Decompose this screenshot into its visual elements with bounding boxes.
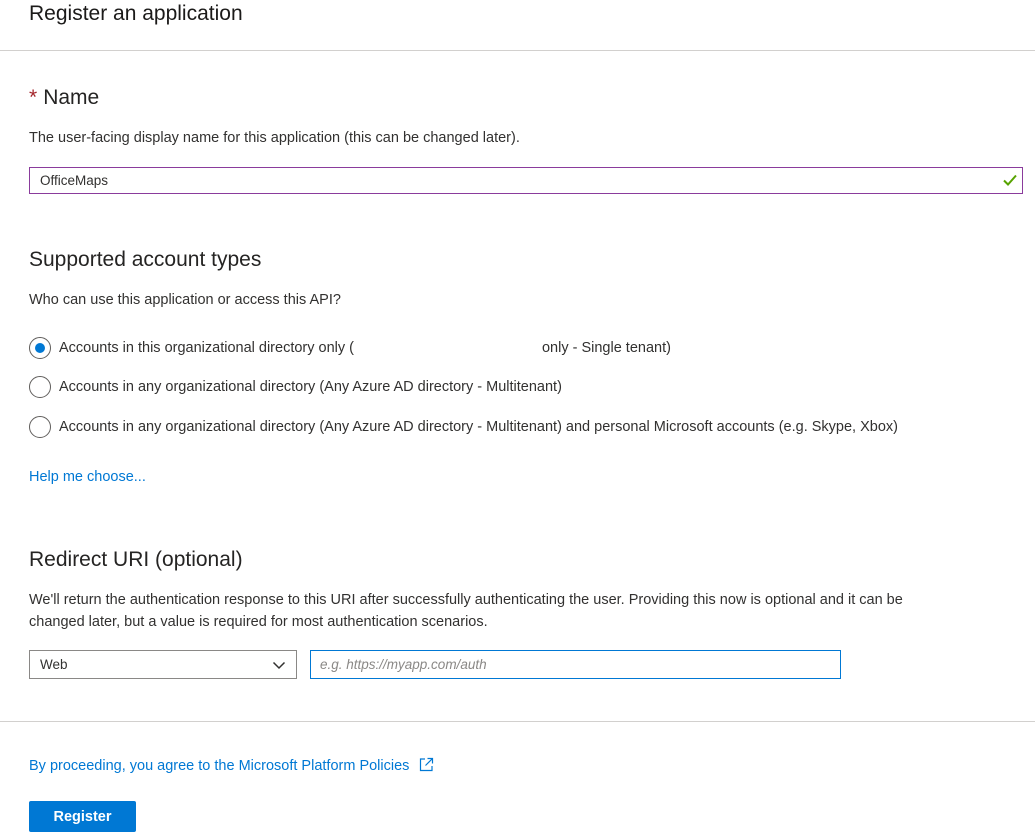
- radio-label: Accounts in any organizational directory (Any Azure AD directory - Multitenant): [59, 379, 562, 395]
- redirect-description-line1: We'll return the authentication response to this URI after successfully authenticating the user. Providing this now is optional and it can be: [29, 592, 903, 608]
- help-me-choose-link[interactable]: Help me choose...: [29, 469, 146, 485]
- radio-button[interactable]: [29, 416, 51, 438]
- redirect-uri-field[interactable]: [310, 650, 841, 679]
- header-divider: [0, 50, 1035, 51]
- chevron-down-icon: [272, 658, 286, 672]
- radio-label-start: Accounts in this organizational directory only (: [59, 340, 354, 356]
- platform-dropdown[interactable]: [29, 650, 297, 679]
- footer-divider: [0, 721, 1035, 722]
- redirect-heading: Redirect URI (optional): [29, 548, 243, 571]
- name-field[interactable]: [29, 167, 1023, 194]
- required-asterisk: *: [29, 86, 38, 109]
- redirect-description: [29, 589, 903, 633]
- name-heading-text: Name: [43, 86, 100, 109]
- radio-option-multitenant-personal[interactable]: [29, 415, 898, 439]
- redirect-description-line2: changed later, but a value is required for most authentication scenarios.: [29, 614, 488, 630]
- radio-label: [59, 340, 671, 356]
- name-description: The user-facing display name for this application (this can be changed later).: [29, 130, 520, 146]
- radio-button[interactable]: [29, 376, 51, 398]
- policy-link-text: By proceeding, you agree to the Microsoft Platform Policies: [29, 758, 410, 774]
- radio-option-multitenant[interactable]: [29, 375, 562, 399]
- redirect-uri-input[interactable]: [311, 651, 840, 678]
- platform-selected-value: Web: [40, 657, 68, 672]
- register-button[interactable]: Register: [29, 801, 136, 832]
- radio-label: Accounts in any organizational directory (Any Azure AD directory - Multitenant) and personal Microsoft accounts (e.g. Skype, Xbox): [59, 419, 898, 435]
- account-types-description: Who can use this application or access this API?: [29, 292, 341, 308]
- external-link-icon: [419, 757, 434, 772]
- redacted-tenant-name: [354, 341, 542, 355]
- radio-button[interactable]: [29, 337, 51, 359]
- name-input[interactable]: [30, 168, 970, 193]
- platform-policies-link[interactable]: [29, 757, 434, 774]
- checkmark-icon: [1002, 172, 1018, 188]
- radio-label-end: only - Single tenant): [541, 340, 671, 356]
- radio-option-single-tenant[interactable]: [29, 336, 671, 360]
- account-types-heading: Supported account types: [29, 248, 262, 271]
- name-heading: [29, 86, 99, 110]
- page-title: Register an application: [29, 2, 243, 25]
